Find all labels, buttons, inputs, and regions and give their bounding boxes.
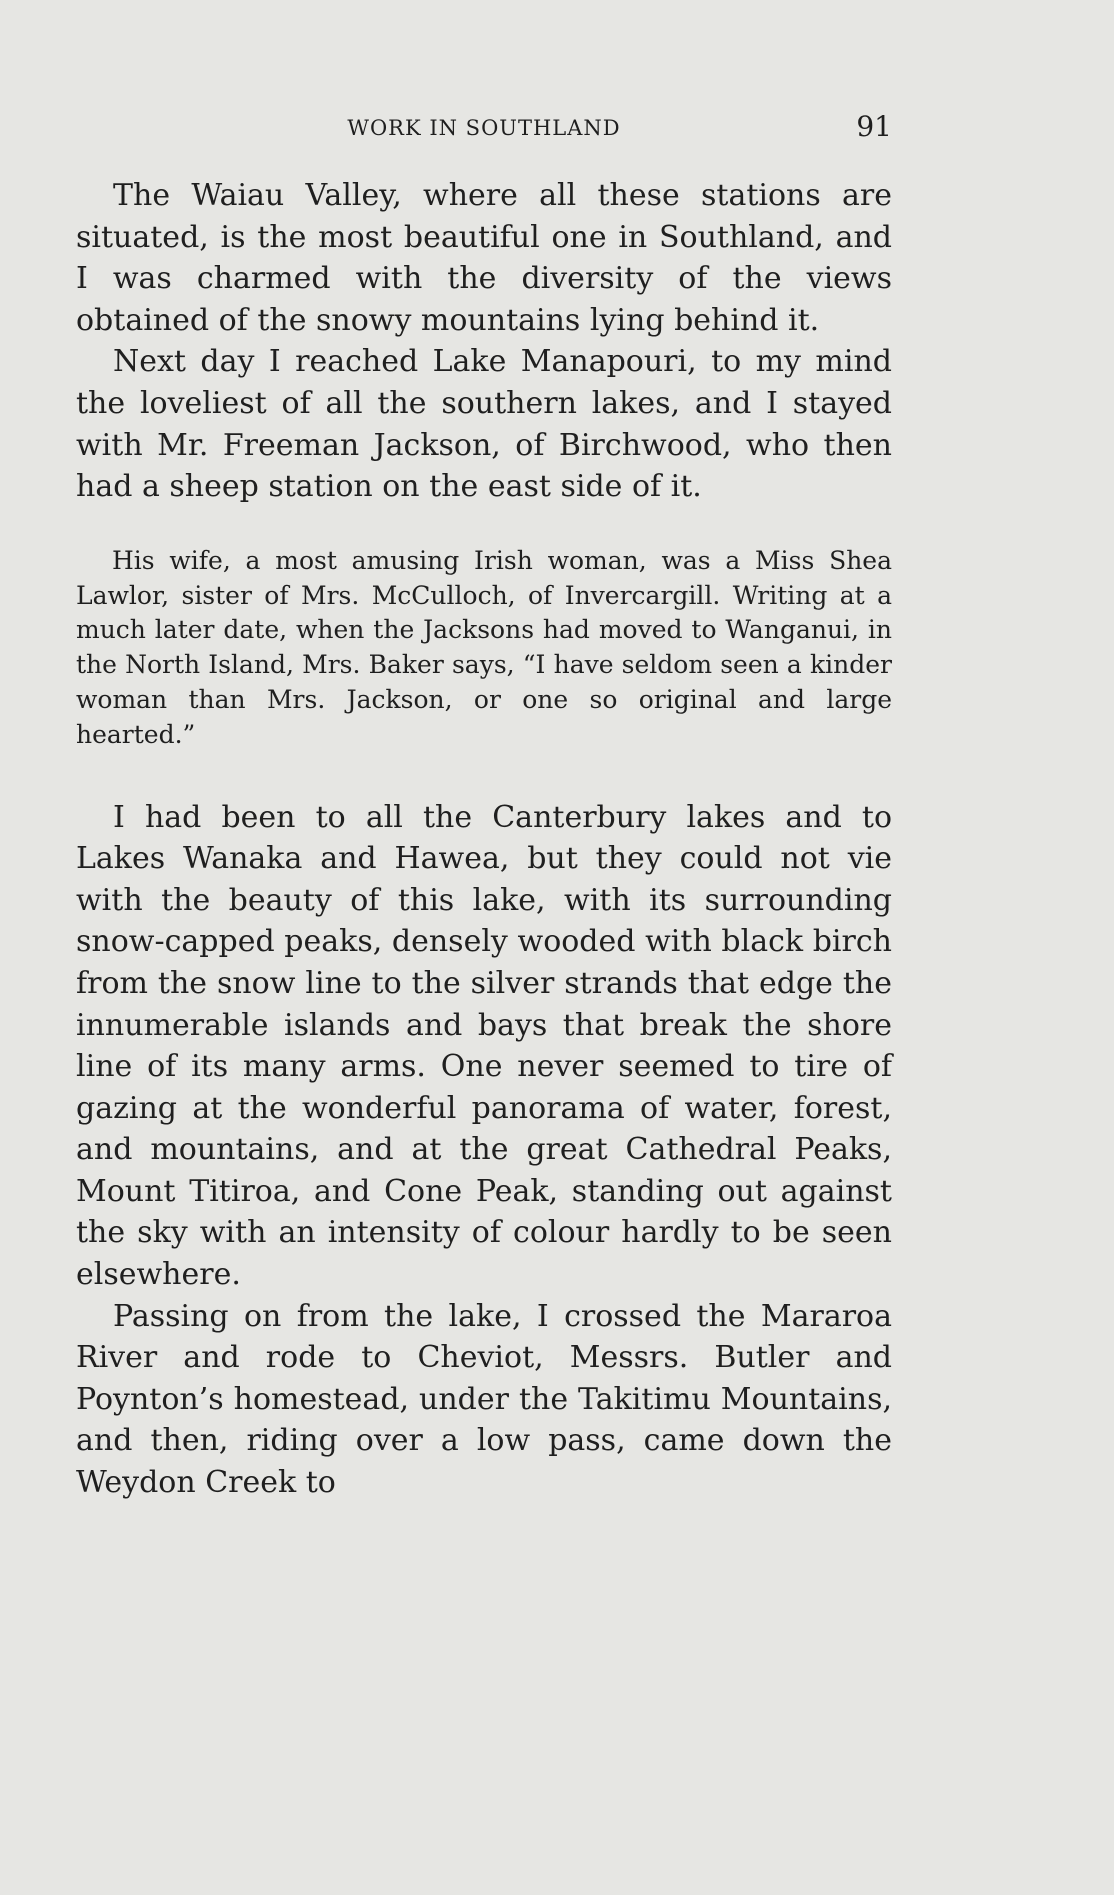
running-head [76, 110, 892, 150]
paragraph-canterbury-lakes: I had been to all the Canterbury lakes and to Lakes Wanaka and Hawea, but they could not vie with the beauty of this lake, with its surrounding snow-capped peaks, densely wooded with black birch from the snow line to the silver strands that edge the innumerable islands and bays that break the shore line of its many arms. One never seemed to tire of gazing at the wonderful panorama of water, forest, and mountains, and at the great Cathedral Peaks, Mount Titiroa, and Cone Peak, standing out against the sky with an intensity of colour hardly to be seen elsewhere. [76, 799, 892, 1293]
quoted-passage: His wife, a most amusing Irish woman, was a Miss Shea Lawlor, sister of Mrs. McCulloch, of Invercargill. Writing at a much later date, when the Jacksons had moved to Wanganui, in the North Island, Mrs. Baker says, “I have seldom seen a kinder woman than Mrs. Jackson, or one so original and large hearted.” [76, 545, 892, 749]
page-number: 91 [856, 110, 892, 143]
running-title: WORK IN SOUTHLAND [347, 116, 621, 140]
body-text [76, 175, 892, 1504]
paragraph-mararoa-river: Passing on from the lake, I crossed the Mararoa River and rode to Cheviot, Messrs. Butler and Poynton’s homestead, under the Takitimu Mountains, and then, riding over a low pass, came down the Weydon Creek to [76, 1298, 892, 1501]
paragraph-waiau-valley: The Waiau Valley, where all these stations are situated, is the most beautiful one in Southland, and I was charmed with the diversity of the views obtained of the snowy mountains lying behind it. [76, 178, 892, 338]
paragraph-lake-manapouri: Next day I reached Lake Manapouri, to my mind the loveliest of all the southern lakes, and I stayed with Mr. Freeman Jackson, of Birchwood, who then had a sheep station on the east side of it. [76, 344, 892, 505]
